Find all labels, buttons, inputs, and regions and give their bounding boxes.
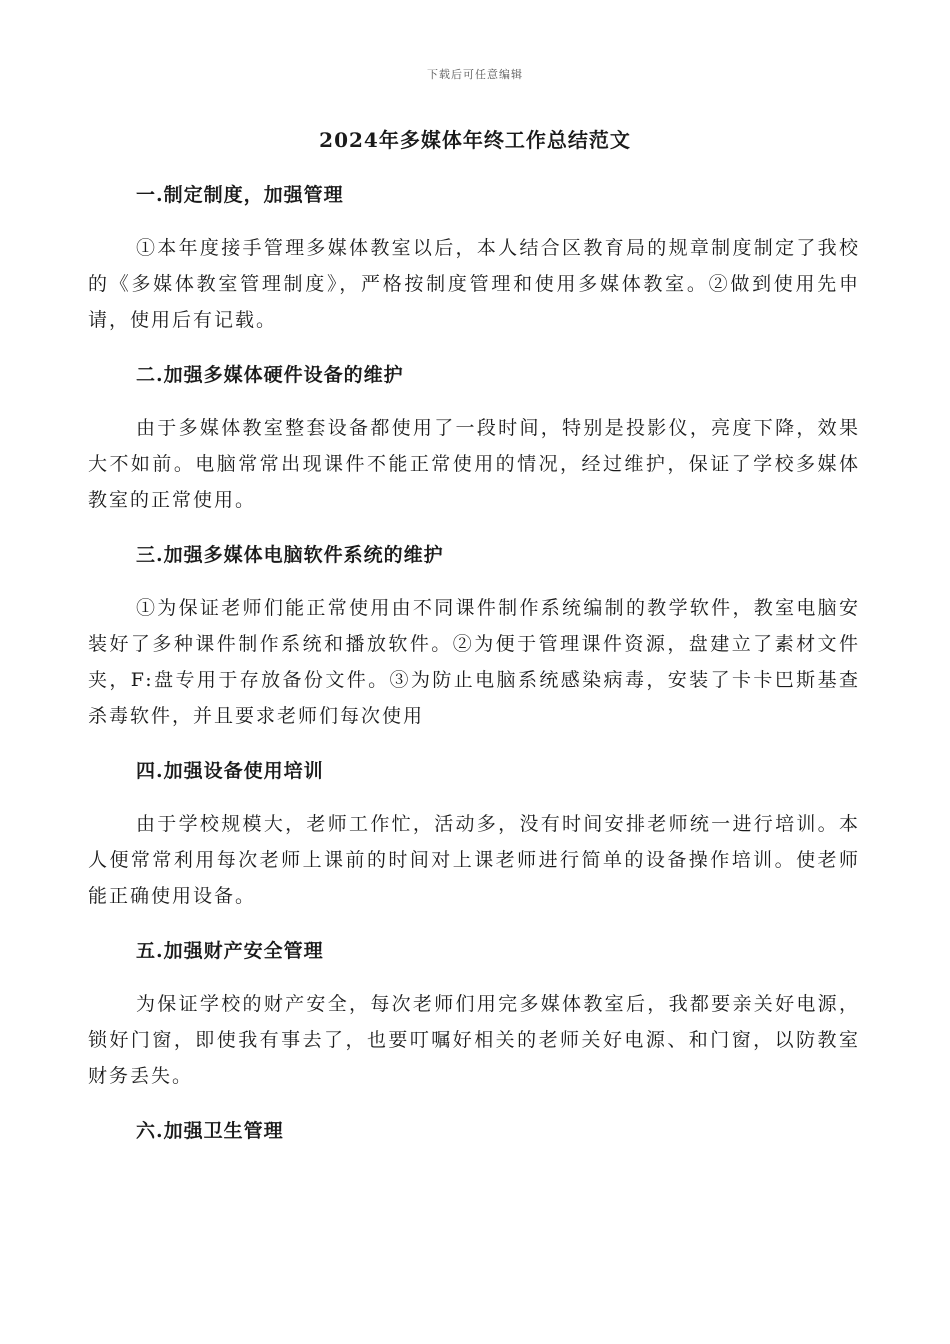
section-6: [88, 1116, 860, 1146]
section-heading: 二.加强多媒体硬件设备的维护: [136, 364, 404, 386]
document-body: [88, 180, 860, 1146]
section-paragraph: 由于多媒体教室整套设备都使用了一段时间，特别是投影仪，亮度下降，效果大不如前。电脑常常出现课件不能正常使用的情况，经过维护，保证了学校多媒体教室的正常使用。: [88, 417, 860, 511]
document-title: 2024年多媒体年终工作总结范文: [319, 128, 631, 152]
section-4: [88, 756, 860, 914]
section-heading: 三.加强多媒体电脑软件系统的维护: [136, 544, 444, 566]
section-heading: 四.加强设备使用培训: [136, 760, 324, 782]
section-paragraph: 由于学校规模大，老师工作忙，活动多，没有时间安排老师统一进行培训。本人便常常利用每次老师上课前的时间对上课老师进行简单的设备操作培训。使老师能正确使用设备。: [88, 813, 860, 907]
section-heading: 五.加强财产安全管理: [136, 940, 324, 962]
section-paragraph: ①本年度接手管理多媒体教室以后，本人结合区教育局的规章制度制定了我校的《多媒体教室管理制度》，严格按制度管理和使用多媒体教室。②做到使用先申请，使用后有记载。: [88, 237, 860, 331]
section-3: [88, 540, 860, 734]
section-1: [88, 180, 860, 338]
section-paragraph: 为保证学校的财产安全，每次老师们用完多媒体教室后，我都要亲关好电源，锁好门窗，即使我有事去了，也要叮嘱好相关的老师关好电源、和门窗，以防教室财务丢失。: [88, 993, 860, 1087]
section-2: [88, 360, 860, 518]
section-5: [88, 936, 860, 1094]
section-paragraph: ①为保证老师们能正常使用由不同课件制作系统编制的教学软件，教室电脑安装好了多种课件制作系统和播放软件。②为便于管理课件资源，盘建立了素材文件夹，F:盘专用于存放备份文件。③为防止电脑系统感染病毒，安装了卡卡巴斯基查杀毒软件，并且要求老师们每次使用: [88, 597, 860, 727]
header-note: 下载后可任意编辑: [427, 68, 523, 81]
section-heading: 六.加强卫生管理: [136, 1120, 284, 1142]
section-heading: 一.制定制度，加强管理: [136, 184, 344, 206]
